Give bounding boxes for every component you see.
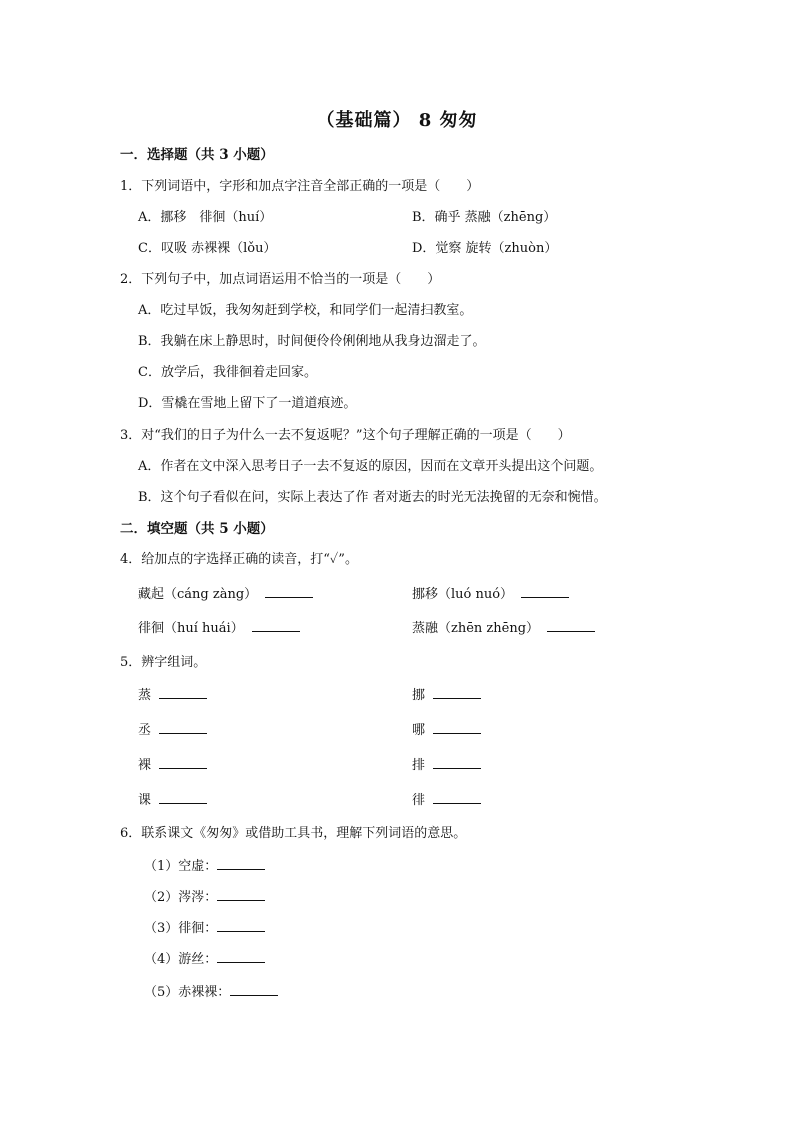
question-2-option-a: A．吃过早饭，我匆匆赶到学校，和同学们一起清扫教室。: [138, 303, 473, 318]
question-4-item-text: 蒸融（zhēn zhēng）: [412, 621, 540, 636]
question-4-item-text: 徘徊（huí huái）: [138, 621, 244, 636]
answer-blank[interactable]: [433, 721, 481, 734]
question-5-item: [138, 791, 207, 810]
question-6-item: [144, 888, 265, 907]
question-5-item: [412, 721, 481, 740]
answer-blank[interactable]: [252, 619, 300, 632]
question-2-option-c: C．放学后，我徘徊着走回家。: [138, 365, 317, 380]
answer-blank[interactable]: [217, 888, 265, 901]
answer-blank[interactable]: [217, 919, 265, 932]
question-4-item: [412, 585, 569, 604]
question-6-item-label: （4）游丝：: [144, 952, 218, 967]
question-5-char: 徘: [412, 793, 426, 808]
question-5-char: 丞: [138, 723, 152, 738]
question-6-item-label: （2）涔涔：: [144, 890, 218, 905]
answer-blank[interactable]: [433, 756, 481, 769]
question-2-stem: 2．下列句子中，加点词语运用不恰当的一项是（ ）: [120, 272, 441, 287]
question-5-item: [138, 686, 207, 705]
question-6-item: [144, 983, 278, 1002]
question-5-item: [412, 686, 481, 705]
question-4-item-text: 挪移（luó nuó）: [412, 587, 514, 602]
question-2-option-b: B．我躺在床上静思时，时间便伶伶俐俐地从我身边溜走了。: [138, 334, 486, 349]
page-title: （基础篇） 8 匆匆: [316, 110, 478, 131]
question-6-item-label: （3）徘徊：: [144, 921, 218, 936]
question-4-item-text: 藏起（cáng zàng）: [138, 587, 258, 602]
question-1-option-d: D．觉察 旋转（zhuòn）: [412, 241, 558, 256]
question-6-item: [144, 919, 265, 938]
question-5-char: 裸: [138, 758, 152, 773]
section-heading-fill: 二．填空题（共 5 小题）: [120, 521, 274, 537]
question-1-option-a: A．挪移 徘徊（huí）: [138, 210, 273, 225]
answer-blank[interactable]: [230, 983, 278, 996]
question-4-item: [412, 619, 595, 638]
answer-blank[interactable]: [159, 721, 207, 734]
question-5-item: [138, 756, 207, 775]
question-6-item-label: （1）空虚：: [144, 859, 218, 874]
question-6-stem: 6．联系课文《匆匆》或借助工具书，理解下列词语的意思。: [120, 826, 467, 841]
question-5-char: 哪: [412, 723, 426, 738]
question-4-item: [138, 619, 300, 638]
question-4-stem: 4．给加点的字选择正确的读音，打“✓”。: [120, 552, 358, 567]
answer-blank[interactable]: [159, 756, 207, 769]
answer-blank[interactable]: [433, 791, 481, 804]
question-5-item: [138, 721, 207, 740]
question-5-item: [412, 791, 481, 810]
answer-blank[interactable]: [217, 857, 265, 870]
question-5-char: 课: [138, 793, 152, 808]
question-3-option-a: A．作者在文中深入思考日子一去不复返的原因，因而在文章开头提出这个问题。: [138, 459, 603, 474]
question-5-char: 排: [412, 758, 426, 773]
section-heading-choice: 一．选择题（共 3 小题）: [120, 147, 274, 163]
question-3-stem: 3．对“我们的日子为什么一去不复返呢？”这个句子理解正确的一项是（ ）: [120, 428, 571, 443]
question-3-option-b: B．这个句子看似在问，实际上表达了作 者对逝去的时光无法挽留的无奈和惋惜。: [138, 490, 607, 505]
question-5-item: [412, 756, 481, 775]
question-1-option-c: C．叹吸 赤裸裸（lǒu）: [138, 241, 277, 256]
question-2-option-d: D．雪橇在雪地上留下了一道道痕迹。: [138, 396, 357, 411]
question-5-char: 挪: [412, 688, 426, 703]
question-5-char: 蒸: [138, 688, 152, 703]
answer-blank[interactable]: [217, 950, 265, 963]
answer-blank[interactable]: [433, 686, 481, 699]
question-5-stem: 5．辨字组词。: [120, 655, 207, 670]
question-1-option-b: B．确乎 蒸融（zhēng）: [412, 210, 557, 225]
answer-blank[interactable]: [265, 585, 313, 598]
answer-blank[interactable]: [159, 686, 207, 699]
question-4-item: [138, 585, 313, 604]
answer-blank[interactable]: [547, 619, 595, 632]
question-6-item-label: （5）赤裸裸：: [144, 985, 231, 1000]
answer-blank[interactable]: [159, 791, 207, 804]
answer-blank[interactable]: [521, 585, 569, 598]
question-6-item: [144, 857, 265, 876]
question-1-stem: 1．下列词语中，字形和加点字注音全部正确的一项是（ ）: [120, 179, 480, 194]
question-6-item: [144, 950, 265, 969]
